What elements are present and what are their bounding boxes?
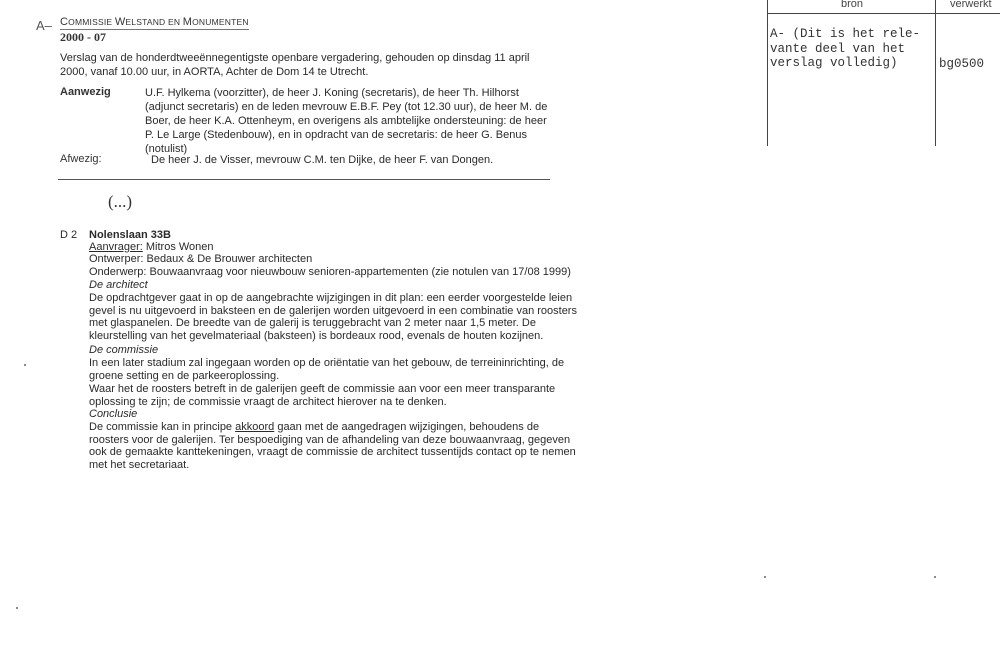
org-initial: W	[114, 16, 126, 28]
architect-heading: De architect	[89, 279, 148, 291]
org-word: ONUMENTEN	[192, 17, 249, 27]
scan-speck	[16, 607, 18, 609]
verwerkt-value: bg0500	[939, 57, 985, 71]
onderwerp-value: Bouwaanvraag voor nieuwbouw senioren-appartementen (zie notulen van 17/08 1999)	[149, 266, 571, 278]
org-initial: C	[60, 16, 69, 28]
conclusie-text	[89, 421, 579, 471]
aanvrager-label: Aanvrager:	[89, 241, 143, 253]
meeting-intro: Verslag van de honderdtweeënnegentigste openbare vergadering, gehouden op dinsdag 11 april 2000, vanaf 10.00 uur, in AORTA, Achter de Dom 14 te Utrecht.	[60, 52, 530, 78]
conclusie-text-end: gaan met de aangedragen wijzigingen, behoudens de roosters voor de galerijen. Ter bespoediging van de afhandeling van deze bouwaanvraag, gegeven ook de gemaakte kanttekeningen, vraagt de commissie de architect tussentijds contact op te nemen met het secretariaat.	[89, 421, 576, 471]
source-table	[767, 0, 1000, 146]
table-border-left	[767, 0, 768, 146]
present-list: U.F. Hylkema (voorzitter), de heer J. Koning (secretaris), de heer Th. Hilhorst (adjunct secretaris) en de leden mevrouw E.B.F. Pey (tot 12.30 uur), de heer M. de Boer, de heer K.A. Ottenheym, en overigens als ambtelijke ondersteuning: de heer P. Le Large (Stedenbouw), en in opdracht van de secretaris: de heer G. Benus (notulist)	[145, 87, 548, 155]
scan-speck	[764, 576, 766, 578]
conclusie-akkoord: akkoord	[235, 421, 275, 433]
item-title: Nolenslaan 33B	[89, 229, 171, 241]
aanvrager-line	[89, 241, 579, 254]
ontwerper-value: Bedaux & De Brouwer architecten	[146, 253, 313, 265]
ontwerper-label: Ontwerper:	[89, 253, 144, 265]
org-initial: M	[182, 16, 193, 28]
table-column-divider	[935, 0, 936, 146]
org-word: OMMISSIE	[68, 17, 115, 27]
conclusie-heading: Conclusie	[89, 408, 138, 420]
ontwerper-line	[89, 253, 579, 266]
absent-label: Afwezig:	[60, 153, 102, 165]
commissie-text-1: In een later stadium zal ingegaan worden op de oriëntatie van het gebouw, de terreininrichting, de groene setting en de parkeeroplossing.	[89, 357, 565, 382]
absent-list: De heer J. de Visser, mevrouw C.M. ten Dijke, de heer F. van Dongen.	[151, 154, 494, 166]
onderwerp-label: Onderwerp:	[89, 266, 147, 278]
commissie-heading: De commissie	[89, 344, 159, 356]
page-marker: A–	[36, 18, 52, 33]
scan-speck	[24, 364, 26, 366]
scan-speck	[934, 576, 936, 578]
org-word: ELSTAND EN	[125, 17, 183, 27]
present-label: Aanwezig	[60, 86, 111, 98]
section-divider	[58, 179, 550, 180]
bron-note: A- (Dit is het rele- vante deel van het verslag volledig)	[770, 27, 921, 70]
commissie-text-2: Waar het de roosters betreft in de galerijen geeft de commissie aan voor een meer transparante oplossing te zijn; de commissie vraagt de architect hierover na te denken.	[89, 383, 556, 408]
table-header-rule	[767, 13, 1000, 14]
conclusie-text-start: De commissie kan in principe	[89, 421, 236, 433]
aanvrager-value: Mitros Wonen	[145, 241, 214, 253]
organization-name	[60, 16, 249, 30]
item-code: D 2	[60, 229, 78, 241]
table-header-verwerkt: verwerkt	[950, 0, 992, 10]
omission-marker: (...)	[108, 192, 133, 211]
table-header-bron: bron	[841, 0, 864, 10]
architect-text: De opdrachtgever gaat in op de aangebrachte wijzigingen in dit plan: een eerder voorgestelde leien gevel is nu uitgevoerd in baksteen en de galerijen worden uitgevoerd in een combinatie van roosters met glaspanelen. De breedte van de galerij is teruggebracht van 2 meter naar 1,5 meter. De kleurstelling van het gevelmateriaal (baksteen) is bordeaux rood, evenals de houten kozijnen.	[89, 292, 577, 342]
onderwerp-line	[89, 266, 579, 279]
meeting-number: 2000 - 07	[60, 30, 106, 44]
